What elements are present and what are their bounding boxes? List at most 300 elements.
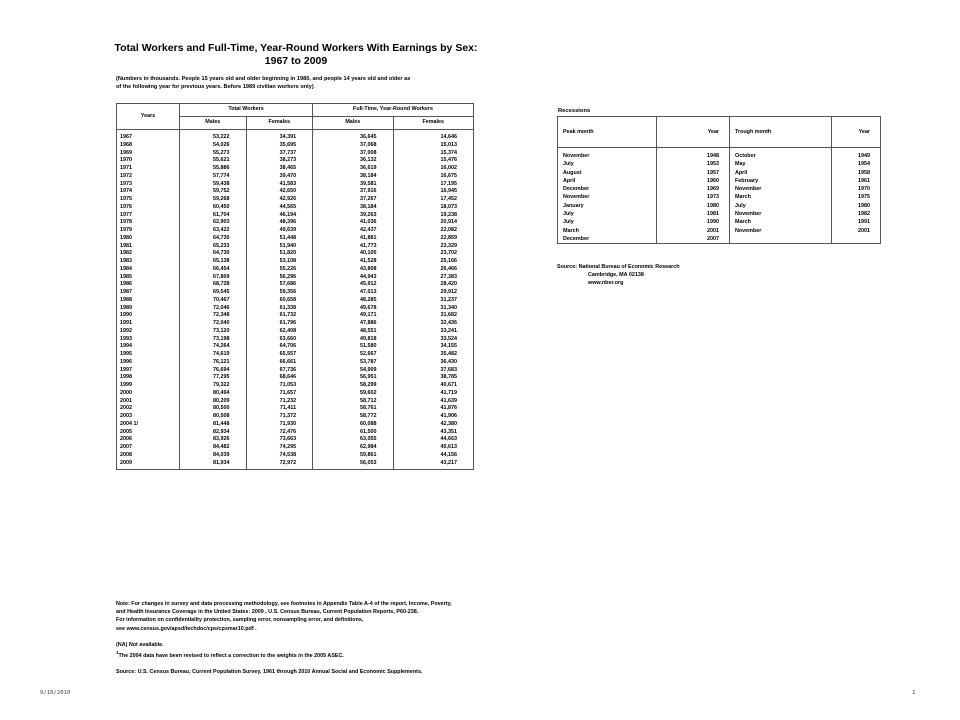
value-cell: 65,557 [246,351,313,359]
peak-year-cell: 1960 [657,177,730,185]
peak-month-cell: December [558,185,657,193]
value-cell: 44,943 [313,274,393,282]
year-cell: 1982 [117,250,180,258]
value-cell: 51,448 [246,235,313,243]
year-cell: 1973 [117,181,180,189]
value-cell: 41,881 [313,235,393,243]
value-cell: 58,761 [313,405,393,413]
value-cell: 52,667 [313,351,393,359]
fulltime-workers-header: Full-Time, Year-Round Workers [313,104,474,117]
trough-year-cell: 1954 [832,160,881,168]
workers-table-body [117,130,474,470]
value-cell: 58,299 [313,382,393,390]
value-cell: 80,494 [180,390,247,398]
recession-row [558,218,881,226]
year-cell: 1987 [117,289,180,297]
trough-month-cell [730,235,832,244]
value-cell: 45,912 [313,281,393,289]
year-cell: 1967 [117,130,180,142]
value-cell: 16,675 [393,173,473,181]
year-cell: 2006 [117,436,180,444]
value-cell: 41,639 [393,398,473,406]
value-cell: 47,886 [313,320,393,328]
peak-month-cell: November [558,193,657,201]
peak-year-cell: 1969 [657,185,730,193]
table-row [117,219,474,227]
year-cell: 1995 [117,351,180,359]
value-cell: 16,945 [393,188,473,196]
value-cell: 71,930 [246,421,313,429]
trough-year-cell: 1961 [832,177,881,185]
value-cell: 40,671 [393,382,473,390]
year-cell: 1980 [117,235,180,243]
table-row [117,130,474,142]
value-cell: 80,500 [180,405,247,413]
trough-year-cell: 1949 [832,148,881,161]
value-cell: 71,053 [246,382,313,390]
value-cell: 72,348 [180,312,247,320]
peak-year-cell: 2001 [657,227,730,235]
table-row [117,227,474,235]
value-cell: 36,645 [313,130,393,142]
value-cell: 15,013 [393,142,473,150]
recession-row [558,227,881,235]
total-males-header: Males [180,117,247,130]
value-cell: 55,226 [246,266,313,274]
value-cell: 23,702 [393,250,473,258]
footnote-text: The 2004 data have been revised to reflect a correction to the weights in the 2005 ASEC. [118,652,344,659]
peak-month-cell: November [558,148,657,161]
value-cell: 36,430 [393,359,473,367]
value-cell: 49,171 [313,312,393,320]
trough-month-cell: May [730,160,832,168]
value-cell: 38,273 [246,157,313,165]
value-cell: 54,026 [180,142,247,150]
value-cell: 27,383 [393,274,473,282]
value-cell: 49,678 [313,305,393,313]
value-cell: 56,296 [246,274,313,282]
table-row [117,157,474,165]
peak-year-cell: 1973 [657,193,730,201]
peak-month-cell: August [558,169,657,177]
value-cell: 83,926 [180,436,247,444]
value-cell: 82,934 [180,429,247,437]
value-cell: 39,470 [246,173,313,181]
year-cell: 1981 [117,243,180,251]
peak-year-cell: 1980 [657,202,730,210]
value-cell: 43,217 [393,460,473,470]
table-row [117,173,474,181]
table-row [117,382,474,390]
total-females-header: Females [246,117,313,130]
table-row [117,243,474,251]
year-cell: 1992 [117,328,180,336]
value-cell: 56,951 [313,374,393,382]
value-cell: 44,663 [393,436,473,444]
peak-month-cell: January [558,202,657,210]
trough-year-cell: 2001 [832,227,881,235]
value-cell: 20,914 [393,219,473,227]
value-cell: 59,438 [180,181,247,189]
peak-year-cell: 1981 [657,210,730,218]
value-cell: 51,820 [246,250,313,258]
table-row [117,374,474,382]
table-row [117,250,474,258]
year-cell: 1988 [117,297,180,305]
table-row [117,444,474,452]
table-row [117,429,474,437]
value-cell: 54,909 [313,367,393,375]
value-cell: 72,040 [180,320,247,328]
table-row [117,452,474,460]
value-cell: 68,646 [246,374,313,382]
trough-month-header: Trough month [730,117,832,148]
value-cell: 14,646 [393,130,473,142]
recessions-table [557,116,881,244]
recessions-source [557,263,680,287]
value-cell: 59,356 [246,289,313,297]
value-cell: 65,138 [180,258,247,266]
table-row [117,142,474,150]
value-cell: 60,658 [246,297,313,305]
peak-year-cell: 2007 [657,235,730,244]
value-cell: 61,500 [313,429,393,437]
value-cell: 37,737 [246,150,313,158]
table-row [117,188,474,196]
year-cell: 1977 [117,212,180,220]
value-cell: 39,581 [313,181,393,189]
value-cell: 55,273 [180,150,247,158]
title-line-2: 1967 to 2009 [264,55,328,67]
table-row [117,328,474,336]
value-cell: 44,565 [246,204,313,212]
value-cell: 60,450 [180,204,247,212]
value-cell: 66,661 [246,359,313,367]
value-cell: 81,448 [180,421,247,429]
table-subtitle [116,75,496,91]
peak-month-cell: April [558,177,657,185]
value-cell: 36,619 [313,165,393,173]
value-cell: 59,861 [313,452,393,460]
year-cell: 2008 [117,452,180,460]
value-cell: 84,039 [180,452,247,460]
year-cell: 1998 [117,374,180,382]
year-cell: 1971 [117,165,180,173]
note-line-4: see www.census.gov/apsd/techdoc/cps/cpsmar10.pdf . [116,625,257,632]
value-cell: 57,686 [246,281,313,289]
trough-month-cell: February [730,177,832,185]
value-cell: 32,436 [393,320,473,328]
peak-year-cell: 1957 [657,169,730,177]
value-cell: 47,013 [313,289,393,297]
year-cell: 1989 [117,305,180,313]
trough-year-cell: 1982 [832,210,881,218]
value-cell: 40,105 [313,250,393,258]
year-cell: 1994 [117,343,180,351]
value-cell: 73,120 [180,328,247,336]
value-cell: 36,132 [313,157,393,165]
value-cell: 72,046 [180,305,247,313]
recession-row [558,235,881,244]
value-cell: 41,876 [393,405,473,413]
peak-month-cell: December [558,235,657,244]
trough-month-cell: November [730,185,832,193]
value-cell: 59,268 [180,196,247,204]
footnote-mark: 1 [116,650,119,656]
total-workers-header: Total Workers [180,104,313,117]
title-line-1: Total Workers and Full-Time, Year-Round Workers With Earnings by Sex: [114,42,478,54]
value-cell: 72,476 [246,429,313,437]
trough-month-cell: March [730,193,832,201]
note-line-1: Note: For changes in survey and data processing methodology, see footnotes in Appendix Table A-4 of the report, Income, Poverty, [116,601,452,607]
value-cell: 15,476 [393,157,473,165]
trough-year-cell: 1958 [832,169,881,177]
value-cell: 48,285 [313,297,393,305]
table-row [117,204,474,212]
value-cell: 31,682 [393,312,473,320]
value-cell: 31,340 [393,305,473,313]
peak-month-cell: July [558,210,657,218]
year-cell: 2002 [117,405,180,413]
recessions-table-body [558,148,881,244]
value-cell: 42,650 [246,188,313,196]
value-cell: 49,639 [246,227,313,235]
recession-row [558,160,881,168]
value-cell: 41,773 [313,243,393,251]
value-cell: 64,706 [246,343,313,351]
trough-month-cell: November [730,210,832,218]
value-cell: 60,088 [313,421,393,429]
value-cell: 61,704 [180,212,247,220]
value-cell: 61,732 [246,312,313,320]
value-cell: 51,580 [313,343,393,351]
value-cell: 73,198 [180,336,247,344]
value-cell: 84,482 [180,444,247,452]
table-row [117,367,474,375]
value-cell: 55,886 [180,165,247,173]
value-cell: 59,602 [313,390,393,398]
value-cell: 63,055 [313,436,393,444]
value-cell: 58,772 [313,413,393,421]
value-cell: 28,420 [393,281,473,289]
value-cell: 72,972 [246,460,313,470]
na-note: (NA) Not available. [116,641,164,648]
year-cell: 1996 [117,359,180,367]
table-row [117,165,474,173]
value-cell: 55,621 [180,157,247,165]
year-cell: 2001 [117,398,180,406]
table-row [117,181,474,189]
recession-row [558,210,881,218]
value-cell: 33,524 [393,336,473,344]
fulltime-females-header: Females [393,117,473,130]
table-row [117,336,474,344]
value-cell: 81,934 [180,460,247,470]
table-row [117,405,474,413]
trough-month-cell: October [730,148,832,161]
recession-row [558,177,881,185]
value-cell: 45,613 [393,444,473,452]
table-row [117,274,474,282]
recessions-source-line-3: www.nber.org [588,280,624,286]
table-row [117,390,474,398]
years-header: Years [117,104,180,130]
value-cell: 39,263 [313,212,393,220]
value-cell: 35,695 [246,142,313,150]
value-cell: 48,551 [313,328,393,336]
recession-row [558,148,881,161]
year-cell: 1975 [117,196,180,204]
trough-year-cell: 1991 [832,218,881,226]
value-cell: 38,184 [313,204,393,212]
value-cell: 64,730 [180,250,247,258]
trough-month-cell: July [730,202,832,210]
value-cell: 19,238 [393,212,473,220]
value-cell: 35,482 [393,351,473,359]
value-cell: 61,796 [246,320,313,328]
value-cell: 62,984 [313,444,393,452]
table-row [117,343,474,351]
value-cell: 42,926 [246,196,313,204]
value-cell: 42,380 [393,421,473,429]
table-row [117,320,474,328]
year-cell: 2005 [117,429,180,437]
peak-year-header: Year [657,117,730,148]
year-cell: 1993 [117,336,180,344]
table-row [117,413,474,421]
value-cell: 71,232 [246,398,313,406]
year-cell: 2007 [117,444,180,452]
value-cell: 70,467 [180,297,247,305]
value-cell: 80,209 [180,398,247,406]
value-cell: 69,545 [180,289,247,297]
value-cell: 17,195 [393,181,473,189]
value-cell: 74,264 [180,343,247,351]
value-cell: 71,411 [246,405,313,413]
census-source: Source: U.S. Census Bureau, Current Population Survey, 1961 through 2010 Annual Social and Economic Supplements. [116,669,423,676]
value-cell: 73,663 [246,436,313,444]
recessions-source-line-2: Cambridge, MA 02138 [588,272,644,278]
value-cell: 74,295 [246,444,313,452]
value-cell: 37,008 [313,150,393,158]
value-cell: 41,036 [313,219,393,227]
value-cell: 76,694 [180,367,247,375]
trough-month-cell: March [730,218,832,226]
footer-page-number: 1 [912,690,916,696]
peak-year-cell: 1953 [657,160,730,168]
value-cell: 66,454 [180,266,247,274]
page-title [110,42,482,68]
value-cell: 59,752 [180,188,247,196]
value-cell: 46,194 [246,212,313,220]
value-cell: 22,859 [393,235,473,243]
value-cell: 80,508 [180,413,247,421]
table-row [117,398,474,406]
value-cell: 43,351 [393,429,473,437]
year-cell: 1976 [117,204,180,212]
table-row [117,305,474,313]
peak-month-cell: July [558,218,657,226]
value-cell: 42,437 [313,227,393,235]
year-cell: 2000 [117,390,180,398]
year-cell: 1997 [117,367,180,375]
value-cell: 79,322 [180,382,247,390]
value-cell: 76,121 [180,359,247,367]
value-cell: 53,787 [313,359,393,367]
year-cell: 1986 [117,281,180,289]
value-cell: 41,528 [313,258,393,266]
table-row [117,359,474,367]
year-cell: 1990 [117,312,180,320]
year-cell: 1972 [117,173,180,181]
recession-row [558,169,881,177]
table-row [117,312,474,320]
value-cell: 34,155 [393,343,473,351]
value-cell: 15,374 [393,150,473,158]
year-cell: 2004 1/ [117,421,180,429]
workers-table [116,103,474,470]
value-cell: 71,657 [246,390,313,398]
year-cell: 1970 [117,157,180,165]
peak-year-cell: 1948 [657,148,730,161]
value-cell: 18,073 [393,204,473,212]
trough-year-cell [832,235,881,244]
table-row [117,258,474,266]
value-cell: 23,329 [393,243,473,251]
year-cell: 1984 [117,266,180,274]
year-cell: 1979 [117,227,180,235]
value-cell: 62,408 [246,328,313,336]
value-cell: 37,267 [313,196,393,204]
note-line-3: For information on confidentiality protection, sampling error, nonsampling error, and definitions, [116,617,364,624]
value-cell: 41,719 [393,390,473,398]
table-row [117,266,474,274]
value-cell: 65,233 [180,243,247,251]
year-cell: 1991 [117,320,180,328]
value-cell: 25,166 [393,258,473,266]
value-cell: 33,241 [393,328,473,336]
value-cell: 44,156 [393,452,473,460]
table-row [117,460,474,470]
fulltime-males-header: Males [313,117,393,130]
value-cell: 38,785 [393,374,473,382]
value-cell: 63,660 [246,336,313,344]
value-cell: 22,082 [393,227,473,235]
recession-row [558,202,881,210]
table-row [117,351,474,359]
value-cell: 37,683 [393,367,473,375]
value-cell: 74,538 [246,452,313,460]
trough-year-header: Year [832,117,881,148]
table-row [117,281,474,289]
recession-row [558,193,881,201]
value-cell: 48,396 [246,219,313,227]
value-cell: 29,912 [393,289,473,297]
table-row [117,297,474,305]
value-cell: 34,391 [246,130,313,142]
year-cell: 1985 [117,274,180,282]
note-line-2: and Health Insurance Coverage in the United States: 2009 , U.S. Census Bureau, Current Population Reports, P60-238. [116,609,419,616]
value-cell: 37,068 [313,142,393,150]
value-cell: 62,903 [180,219,247,227]
value-cell: 43,808 [313,266,393,274]
recession-row [558,185,881,193]
value-cell: 37,916 [313,188,393,196]
value-cell: 67,736 [246,367,313,375]
peak-month-header: Peak month [558,117,657,148]
value-cell: 26,466 [393,266,473,274]
year-cell: 1969 [117,150,180,158]
